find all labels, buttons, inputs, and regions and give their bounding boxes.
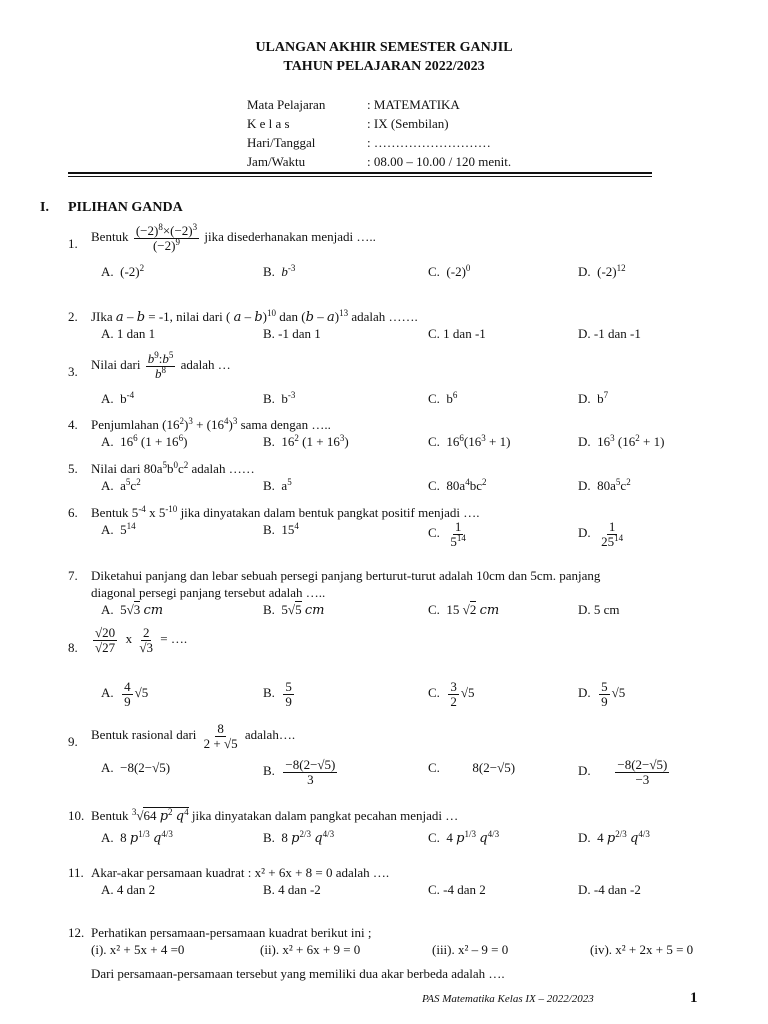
q10-stem: Bentuk $^3$√64 $p^2$ $q^4$ jika dinyatakan dalam pangkat pecahan menjadi … <box>91 807 459 824</box>
info-value-class: : IX (Sembilan) <box>367 116 449 131</box>
q7-stem-line2: diagonal persegi panjang tersebut adalah ….. <box>91 585 326 600</box>
q3-pre: Nilai dari <box>91 357 141 373</box>
q1-option-b[interactable]: B. $b^{-3}$ <box>263 263 296 279</box>
exam-year: TAHUN PELAJARAN 2022/2023 <box>283 59 485 74</box>
q8-option-b[interactable]: B. $\frac{5}{9}$ <box>263 679 292 709</box>
q12-eq-iii: (iii). x² – 9 = 0 <box>432 942 509 957</box>
q10-number: 10. <box>68 808 85 823</box>
q2-number: 2. <box>68 309 78 324</box>
q12-eq-iv: (iv). x² + 2x + 5 = 0 <box>590 942 694 957</box>
q6-option-b[interactable]: B. $15^4$ <box>263 521 299 537</box>
q1-pre: Bentuk <box>91 229 129 245</box>
q7-option-b[interactable]: B. 5√5 cm <box>263 602 325 618</box>
q10-option-d[interactable]: D. 4 $p^{2/3}$ $q^{4/3}$ <box>578 829 650 846</box>
section-number: I. <box>40 200 49 215</box>
q5-number: 5. <box>68 461 78 476</box>
q3-number: 3. <box>68 364 78 379</box>
q8-post: = …. <box>160 631 188 647</box>
q1-option-a[interactable]: A. $(-2)^2$ <box>101 263 145 279</box>
q9-pre: Bentuk rasional dari <box>91 727 197 743</box>
q10-post: jika dinyatakan dalam pangkat pecahan menjadi … <box>191 808 459 823</box>
q3-option-d[interactable]: D. $b^7$ <box>578 390 609 406</box>
q9-option-b[interactable]: B. $\frac{-8(2-√5)}{3}$ <box>263 757 336 787</box>
q11-option-c[interactable]: C. -4 dan 2 <box>428 882 486 897</box>
q7-option-a[interactable]: A. 5√3 cm <box>101 602 164 618</box>
info-value-date: : ……………………… <box>367 135 491 150</box>
q8-stem: $\frac{√20}{√27}$ x $\frac{2}{√3}$ = …. <box>95 625 188 655</box>
q12-question: Dari persamaan-persamaan tersebut yang memiliki dua akar berbeda adalah …. <box>91 966 505 981</box>
q2-option-d[interactable]: D. -1 dan -1 <box>578 326 641 341</box>
info-value-subject: : MATEMATIKA <box>367 97 460 112</box>
q10-pre: Bentuk <box>91 808 129 823</box>
q6-option-d[interactable]: D. $\frac{1}{25^{14}}$ <box>578 519 624 549</box>
q7-number: 7. <box>68 568 78 583</box>
header-divider-thin <box>68 176 652 177</box>
q8-number: 8. <box>68 640 78 655</box>
q3-stem <box>91 352 231 380</box>
q6-number: 6. <box>68 505 78 520</box>
q5-option-d[interactable]: D. $80a^5c^2$ <box>578 477 631 493</box>
q10-option-a[interactable]: A. 8 $p^{1/3}$ $q^{4/3}$ <box>101 829 173 846</box>
q3-option-c[interactable]: C. $b^6$ <box>428 390 458 406</box>
q10-option-b[interactable]: B. 8 $p^{2/3}$ $q^{4/3}$ <box>263 829 335 846</box>
q6-option-c[interactable]: C. $\frac{1}{5^{14}}$ <box>428 519 466 549</box>
q2-option-a[interactable]: A. 1 dan 1 <box>101 326 156 341</box>
q8-option-d[interactable]: D. $\frac{5}{9}$ √5 <box>578 679 626 709</box>
section-title: PILIHAN GANDA <box>68 200 183 215</box>
q11-option-d[interactable]: D. -4 dan -2 <box>578 882 641 897</box>
q3-post: adalah … <box>180 357 231 373</box>
q8-option-c[interactable]: C. $\frac{3}{2}$ √5 <box>428 679 475 709</box>
q5-option-b[interactable]: B. $a^5$ <box>263 477 292 493</box>
exam-title: ULANGAN AKHIR SEMESTER GANJIL <box>255 40 513 55</box>
q5-option-c[interactable]: C. $80a^4bc^2$ <box>428 477 487 493</box>
q1-number: 1. <box>68 236 78 251</box>
q3-option-b[interactable]: B. $b^{-3}$ <box>263 390 296 406</box>
q9-stem: Bentuk rasional dari $\frac{8}{2 + √5}$ adalah…. <box>91 721 296 751</box>
info-label-class: K e l a s <box>247 116 290 131</box>
q2-stem: JIka a – b = -1, nilai dari ( a – b)$^{10}$ dan (b – a)$^{13}$ adalah ……. <box>91 308 418 325</box>
q5-stem: Nilai dari $80a^5b^0c^2$ adalah …… <box>91 460 255 476</box>
q4-option-b[interactable]: B. $16^2$ $(1 + 16^3)$ <box>263 433 349 449</box>
q1-post: jika disederhanakan menjadi ….. <box>204 229 376 245</box>
q3-option-a[interactable]: A. $b^{-4}$ <box>101 390 135 406</box>
info-value-time: : 08.00 – 10.00 / 120 menit. <box>367 154 512 169</box>
header-divider <box>68 172 652 174</box>
q8-option-a[interactable]: A. $\frac{4}{9}$ √5 <box>101 679 149 709</box>
q1-option-c[interactable]: C. $(-2)^0$ <box>428 263 471 279</box>
q4-option-a[interactable]: A. $16^6$ $(1 + 16^6)$ <box>101 433 188 449</box>
footer-text: PAS Matematika Kelas IX – 2022/2023 <box>422 993 594 1005</box>
q3-fraction: $\frac{b^9:b^5}{b^8}$ <box>147 350 174 381</box>
q6-stem: Bentuk $5^{-4}$ x $5^{-10}$ jika dinyatakan dalam bentuk pangkat positif menjadi …. <box>91 504 480 520</box>
q11-number: 11. <box>68 865 84 880</box>
q7-option-d[interactable]: D. 5 cm <box>578 602 620 617</box>
q9-post: adalah…. <box>244 727 296 743</box>
q4-option-d[interactable]: D. $16^3$ $(16^2 + 1)$ <box>578 433 665 449</box>
q6-option-a[interactable]: A. $5^{14}$ <box>101 521 136 537</box>
q4-number: 4. <box>68 417 78 432</box>
q2-option-b[interactable]: B. -1 dan 1 <box>263 326 321 341</box>
q1-fraction: $\frac{(-2)^8\times(-2)^3}{(-2)^9}$ <box>135 222 198 253</box>
q7-stem-line1: Diketahui panjang dan lebar sebuah persegi panjang berturut-turut adalah 10cm dan 5cm. panjang <box>91 568 601 583</box>
q12-number: 12. <box>68 925 85 940</box>
q2-option-c[interactable]: C. 1 dan -1 <box>428 326 486 341</box>
info-label-time: Jam/Waktu <box>247 154 306 169</box>
q11-stem: Akar-akar persamaan kuadrat : x² + 6x + 8 = 0 adalah …. <box>91 865 390 880</box>
q9-option-c[interactable]: C. 8(2−√5) <box>428 760 516 775</box>
q4-option-c[interactable]: C. $16^6(16^3 + 1)$ <box>428 433 511 449</box>
page-number: 1 <box>690 990 698 1006</box>
q12-eq-i: (i). x² + 5x + 4 =0 <box>91 942 185 957</box>
info-label-date: Hari/Tanggal <box>247 135 316 150</box>
q9-option-a[interactable]: A. −8(2−√5) <box>101 760 171 775</box>
q1-stem <box>91 224 376 252</box>
q5-option-a[interactable]: A. $a^5c^2$ <box>101 477 141 493</box>
q12-stem: Perhatikan persamaan-persamaan kuadrat berikut ini ; <box>91 925 372 940</box>
q4-stem: Penjumlahan $(16^2)^3 + (16^4)^3$ sama dengan ….. <box>91 416 331 432</box>
info-label-subject: Mata Pelajaran <box>247 97 326 112</box>
q12-eq-ii: (ii). x² + 6x + 9 = 0 <box>260 942 361 957</box>
q11-option-b[interactable]: B. 4 dan -2 <box>263 882 321 897</box>
q9-number: 9. <box>68 734 78 749</box>
q7-option-c[interactable]: C. 15 √2 cm <box>428 602 500 618</box>
q11-option-a[interactable]: A. 4 dan 2 <box>101 882 156 897</box>
q10-option-c[interactable]: C. 4 $p^{1/3}$ $q^{4/3}$ <box>428 829 500 846</box>
q1-option-d[interactable]: D. $(-2)^{12}$ <box>578 263 626 279</box>
q9-option-d[interactable]: D. $\frac{-8(2-√5)}{-3}$ <box>578 757 668 787</box>
